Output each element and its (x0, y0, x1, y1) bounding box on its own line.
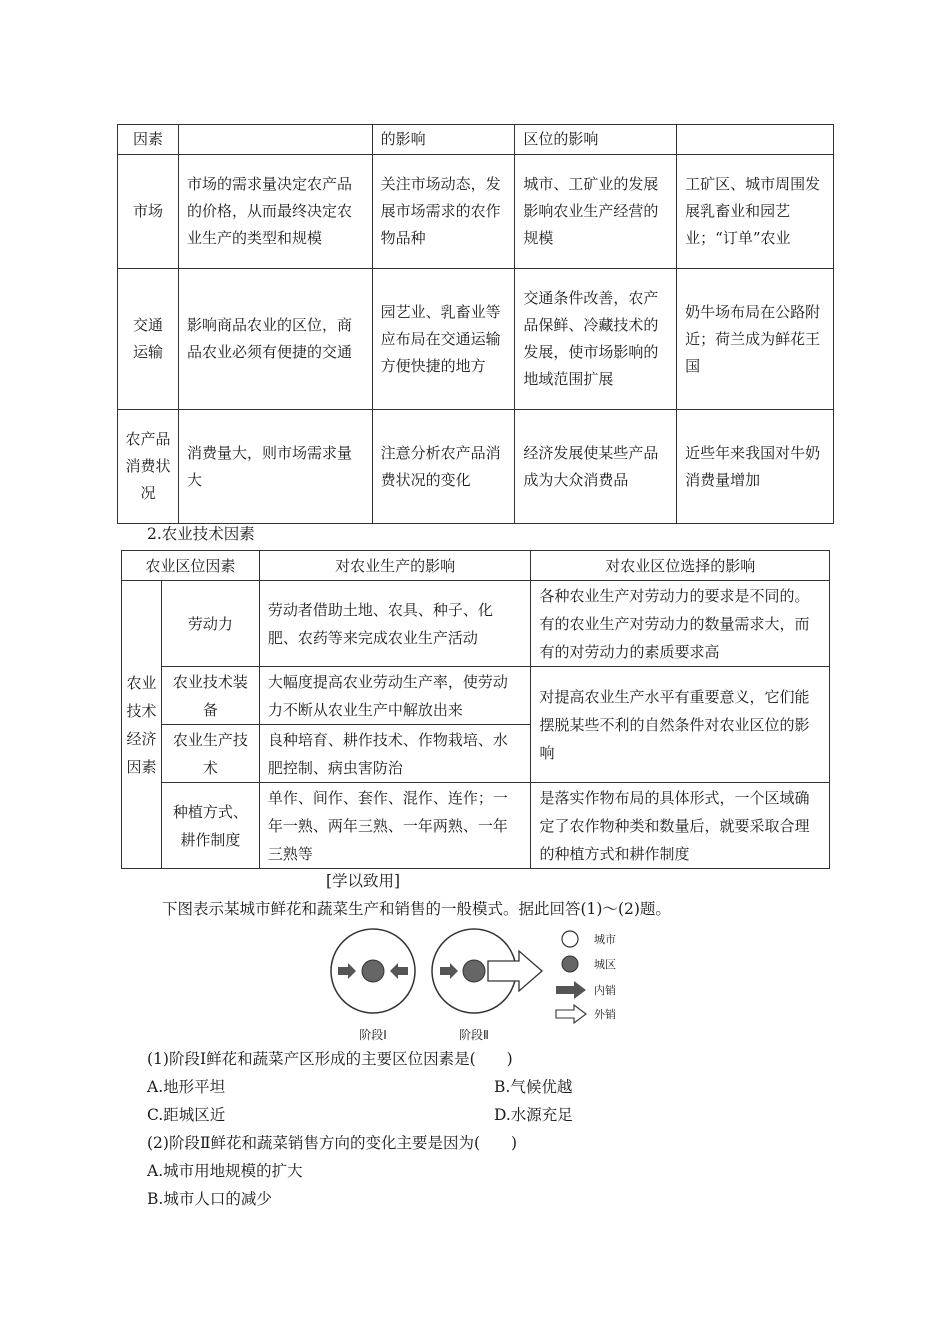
table-row (118, 155, 834, 269)
location-impact-cell: 经济发展使某些产品成为大众消费品 (515, 410, 677, 524)
q1-stem: (1)阶段Ⅰ鲜花和蔬菜产区形成的主要区位因素是( ) (147, 1050, 513, 1068)
header-cell: 对农业生产的影响 (259, 551, 531, 581)
header-cell: 对农业区位选择的影响 (531, 551, 830, 581)
production-cell: 劳动者借助土地、农具、种子、化肥、农药等来完成农业生产活动 (259, 581, 531, 667)
description-cell: 消费量大，则市场需求量大 (178, 410, 372, 524)
agri-tech-table (121, 550, 830, 869)
table-row (118, 269, 834, 410)
header-cell: 的影响 (372, 125, 515, 155)
table-header-row (118, 125, 834, 155)
production-cell: 大幅度提高农业劳动生产率，使劳动力不断从农业生产中解放出来 (259, 667, 531, 725)
example-cell: 工矿区、城市周围发展乳畜业和园艺业；“订单”农业 (677, 155, 834, 269)
table-row (122, 783, 830, 869)
legend-export: 外销 (594, 1008, 616, 1021)
example-cell: 近些年来我国对牛奶消费量增加 (677, 410, 834, 524)
q2-stem: (2)阶段Ⅱ鲜花和蔬菜销售方向的变化主要是因为( ) (147, 1134, 518, 1152)
legend-urban: 城区 (594, 958, 616, 971)
header-cell: 因素 (118, 125, 179, 155)
urban-legend-icon (562, 956, 578, 972)
description-cell: 市场的需求量决定农产品的价格，从而最终决定农业生产的类型和规模 (178, 155, 372, 269)
location-impact-cell: 交通条件改善，农产品保鲜、冷藏技术的发展，使市场影响的地域范围扩展 (515, 269, 677, 410)
header-cell (178, 125, 372, 155)
legend-city: 城市 (594, 933, 616, 946)
q1-option-a[interactable]: A.地形平坦 (147, 1078, 226, 1096)
description-cell: 影响商品农业的区位，商品农业必须有便捷的交通 (178, 269, 372, 410)
table-row (122, 581, 830, 667)
example-cell: 奶牛场布局在公路附近；荷兰成为鲜花王国 (677, 269, 834, 410)
group-label: 农业技术经济因素 (122, 581, 162, 869)
factor-cell: 市场 (118, 155, 179, 269)
q2-option-a[interactable]: A.城市用地规模的扩大 (147, 1162, 303, 1180)
q1-option-c[interactable]: C.距城区近 (147, 1106, 226, 1124)
production-cell: 单作、间作、套作、混作、连作；一年一熟、两年三熟、一年两熟、一年三熟等 (259, 783, 531, 869)
export-legend-icon (556, 1005, 586, 1023)
q1-option-b[interactable]: B.气候优越 (494, 1078, 573, 1096)
section-title: 2.农业技术因素 (147, 525, 255, 543)
stage1-label: 阶段Ⅰ (359, 1028, 387, 1042)
location-effect-cell: 各种农业生产对劳动力的要求是不同的。有的农业生产对劳动力的数量需求大，而有的对劳动力的素质要求高 (531, 581, 830, 667)
table-row (122, 667, 830, 725)
factor-cell: 种植方式、耕作制度 (161, 783, 259, 869)
location-effect-cell: 是落实作物布局的具体形式，一个区域确定了农作物种类和数量后，就要采取合理的种植方式和耕作制度 (531, 783, 830, 869)
factor-cell: 交通运输 (118, 269, 179, 410)
urban-area-dot-stage1 (362, 960, 384, 982)
production-impact-cell: 关注市场动态，发展市场需求的农作物品种 (372, 155, 515, 269)
domestic-legend-icon (556, 981, 586, 999)
city-legend-icon (562, 931, 578, 947)
factor-cell: 劳动力 (161, 581, 259, 667)
market-factors-table (117, 124, 834, 524)
location-effect-cell: 对提高农业生产水平有重要意义，它们能摆脱某些不利的自然条件对农业区位的影响 (531, 667, 830, 783)
production-cell: 良种培育、耕作技术、作物栽培、水肥控制、病虫害防治 (259, 725, 531, 783)
table-header-row (122, 551, 830, 581)
question-intro: 下图表示某城市鲜花和蔬菜生产和销售的一般模式。据此回答(1)～(2)题。 (162, 900, 671, 918)
location-impact-cell: 城市、工矿业的发展影响农业生产经营的规模 (515, 155, 677, 269)
factor-cell: 农业生产技术 (161, 725, 259, 783)
header-cell: 区位的影响 (515, 125, 677, 155)
header-cell: 农业区位因素 (122, 551, 260, 581)
legend-domestic: 内销 (594, 984, 616, 997)
sales-pattern-figure (330, 928, 630, 1043)
header-cell (677, 125, 834, 155)
q1-option-d[interactable]: D.水源充足 (494, 1106, 573, 1124)
stage2-label: 阶段Ⅱ (459, 1028, 489, 1042)
factor-cell: 农产品消费状况 (118, 410, 179, 524)
production-impact-cell: 注意分析农产品消费状况的变化 (372, 410, 515, 524)
urban-area-dot-stage2 (463, 960, 485, 982)
production-impact-cell: 园艺业、乳畜业等应布局在交通运输方便快捷的地方 (372, 269, 515, 410)
table-row (118, 410, 834, 524)
q2-option-b[interactable]: B.城市人口的减少 (147, 1190, 272, 1208)
factor-cell: 农业技术装备 (161, 667, 259, 725)
practice-tag: [学以致用] (326, 872, 401, 890)
